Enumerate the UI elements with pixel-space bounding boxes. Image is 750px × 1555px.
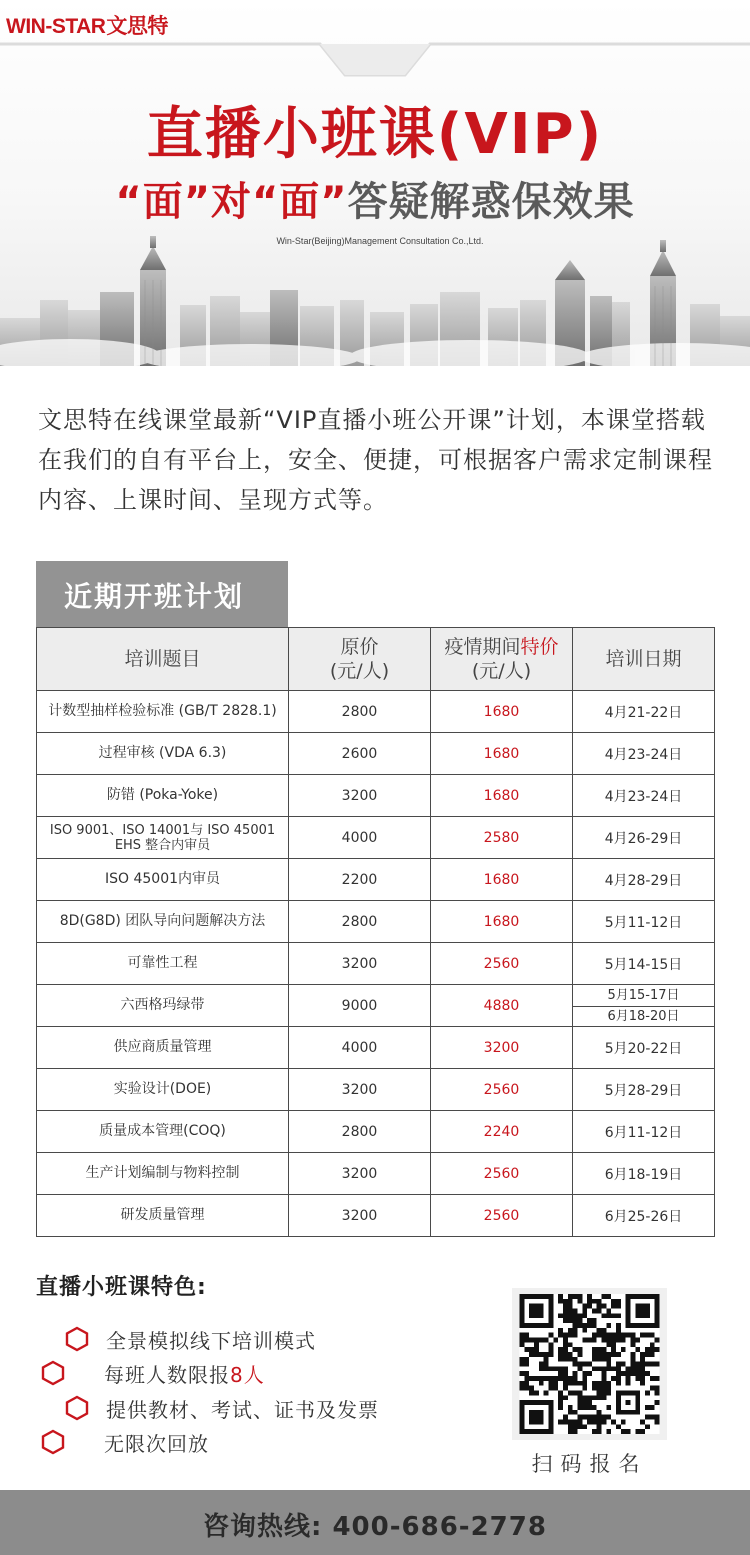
course-cell: 实验设计(DOE): [37, 1069, 289, 1111]
course-cell: 六西格玛绿带: [37, 985, 289, 1027]
sale-price-cell: 2560: [431, 943, 573, 985]
table-row: [37, 1069, 715, 1111]
hero-subtitle-part: ”: [183, 179, 211, 225]
sale-price-cell: 2580: [431, 817, 573, 859]
date-cell: 6月25-26日: [573, 1195, 715, 1237]
date-cell: 5月14-15日: [573, 943, 715, 985]
sale-price-cell: 2560: [431, 1069, 573, 1111]
footer-bar: [0, 1490, 750, 1555]
intro-paragraph: 文思特在线课堂最新“VIP直播小班公开课”计划，本课堂搭载在我们的自有平台上，安全、便捷，可根据客户需求定制课程内容、上课时间、呈现方式等。: [38, 406, 713, 514]
date-cell: 6月18-19日: [573, 1153, 715, 1195]
table-row: [37, 817, 715, 859]
hero-title: 直播小班课(VIP): [146, 102, 604, 167]
hotline-text[interactable]: 咨询热线: 400-686-2778: [203, 1512, 547, 1542]
brand-logo-zh: 文思特: [106, 15, 168, 38]
date-cell: 4月28-29日: [573, 859, 715, 901]
original-price-cell: 2800: [289, 691, 431, 733]
hero-subtitle-part: “: [115, 179, 143, 225]
date-cell: 6月11-12日: [573, 1111, 715, 1153]
header-date-label: 培训日期: [605, 648, 682, 670]
hero-subtitle-part: 面: [142, 179, 184, 225]
header-course: [37, 628, 289, 691]
feature-text: 无限次回放: [104, 1431, 209, 1456]
header-orig-line2: (元/人): [329, 660, 390, 682]
feature-text: 提供教材、考试、证书及发票: [106, 1397, 379, 1422]
course-cell: 防错 (Poka-Yoke): [37, 775, 289, 817]
table-row: [37, 691, 715, 733]
feature-item: [40, 1360, 265, 1386]
course-cell: 质量成本管理(COQ): [37, 1111, 289, 1153]
table-row: [37, 775, 715, 817]
header-sale-red: 特价: [520, 636, 559, 658]
course-cell: 过程审核 (VDA 6.3): [37, 733, 289, 775]
table-row: [37, 1111, 715, 1153]
course-cell: 研发质量管理: [37, 1195, 289, 1237]
course-cell: 供应商质量管理: [37, 1027, 289, 1069]
table-header-row: [37, 628, 715, 691]
header-date: [573, 628, 715, 691]
sale-price-cell: 2240: [431, 1111, 573, 1153]
feature-text: [104, 1359, 265, 1388]
feature-item: [40, 1429, 209, 1455]
original-price-cell: 2800: [289, 901, 431, 943]
course-cell: 可靠性工程: [37, 943, 289, 985]
date-cell-split: [573, 985, 715, 1027]
feature-item: [64, 1395, 379, 1421]
feature-text-main: 每班人数限报: [104, 1362, 230, 1387]
hexagon-bullet-icon: [40, 1360, 66, 1386]
sale-price-cell: 1680: [431, 691, 573, 733]
table-row: [37, 901, 715, 943]
hero-subtitle-part: “: [252, 179, 280, 225]
sale-price-cell: 2560: [431, 1153, 573, 1195]
course-cell: 8D(G8D) 团队导向问题解决方法: [37, 901, 289, 943]
header-orig-line1: 原价: [340, 636, 379, 658]
company-name: Win-Star(Beijing)Management Consultation Co.,Ltd.: [276, 236, 484, 246]
hero-subtitle-part: 面: [279, 179, 321, 225]
hexagon-bullet-icon: [64, 1395, 90, 1421]
date-cell: 5月11-12日: [573, 901, 715, 943]
qr-code-image: [518, 1294, 661, 1434]
header-original-price: [289, 628, 431, 691]
original-price-cell: 2200: [289, 859, 431, 901]
original-price-cell: 3200: [289, 1069, 431, 1111]
feature-text: 全景模拟线下培训模式: [106, 1328, 316, 1353]
table-row: [37, 1195, 715, 1237]
sale-price-cell: 3200: [431, 1027, 573, 1069]
features-title: 直播小班课特色:: [36, 1275, 207, 1300]
feature-item: [64, 1326, 316, 1352]
schedule-tab: [36, 561, 288, 627]
brand-logo-en: WIN-STAR: [6, 15, 106, 38]
hero-subtitle-part: 答疑解惑保效果: [347, 179, 635, 225]
original-price-cell: 4000: [289, 1027, 431, 1069]
course-cell: ISO 45001内审员: [37, 859, 289, 901]
original-price-cell: 3200: [289, 1195, 431, 1237]
original-price-cell: 2600: [289, 733, 431, 775]
original-price-cell: 3200: [289, 1153, 431, 1195]
feature-highlight: 8人: [230, 1362, 265, 1387]
table-row: [37, 859, 715, 901]
original-price-cell: 2800: [289, 1111, 431, 1153]
hero-subtitle: [0, 170, 750, 227]
table-row: [37, 985, 715, 1027]
original-price-cell: 3200: [289, 775, 431, 817]
brand-logo: [6, 10, 168, 40]
header-sale-prefix: 疫情期间: [444, 636, 521, 658]
table-row: [37, 1027, 715, 1069]
header-course-label: 培训题目: [124, 648, 201, 670]
date-cell: 5月28-29日: [573, 1069, 715, 1111]
schedule-tab-label: 近期开班计划: [64, 580, 245, 613]
table-row: [37, 943, 715, 985]
sale-price-cell: 4880: [431, 985, 573, 1027]
original-price-cell: 3200: [289, 943, 431, 985]
hexagon-bullet-icon: [64, 1326, 90, 1352]
hero-banner: [0, 0, 750, 366]
course-cell: 计数型抽样检验标准 (GB/T 2828.1): [37, 691, 289, 733]
hero-subtitle-part: 对: [211, 179, 252, 225]
header-sale-line2: (元/人): [471, 660, 532, 682]
date-cell: 4月23-24日: [573, 733, 715, 775]
sale-price-cell: 1680: [431, 859, 573, 901]
sale-price-cell: 1680: [431, 901, 573, 943]
table-row: [37, 733, 715, 775]
course-cell: 生产计划编制与物料控制: [37, 1153, 289, 1195]
hero-subtitle-part: ”: [320, 179, 348, 225]
original-price-cell: 9000: [289, 985, 431, 1027]
qr-caption: 扫码报名: [531, 1452, 648, 1476]
date-cell: 5月20-22日: [573, 1027, 715, 1069]
course-cell: ISO 9001、ISO 14001与 ISO 45001 EHS 整合内审员: [37, 817, 289, 859]
sale-price-cell: 2560: [431, 1195, 573, 1237]
sale-price-cell: 1680: [431, 775, 573, 817]
date-cell: 4月23-24日: [573, 775, 715, 817]
date-cell: 6月18-20日: [573, 1006, 714, 1026]
original-price-cell: 4000: [289, 817, 431, 859]
table-row: [37, 1153, 715, 1195]
hexagon-bullet-icon: [40, 1429, 66, 1455]
date-cell: 4月26-29日: [573, 817, 715, 859]
date-cell: 4月21-22日: [573, 691, 715, 733]
date-cell: 5月15-17日: [607, 987, 680, 1003]
sale-price-cell: 1680: [431, 733, 573, 775]
header-sale-price: [431, 628, 573, 691]
qr-code[interactable]: [512, 1288, 667, 1440]
schedule-table: [36, 627, 715, 1237]
